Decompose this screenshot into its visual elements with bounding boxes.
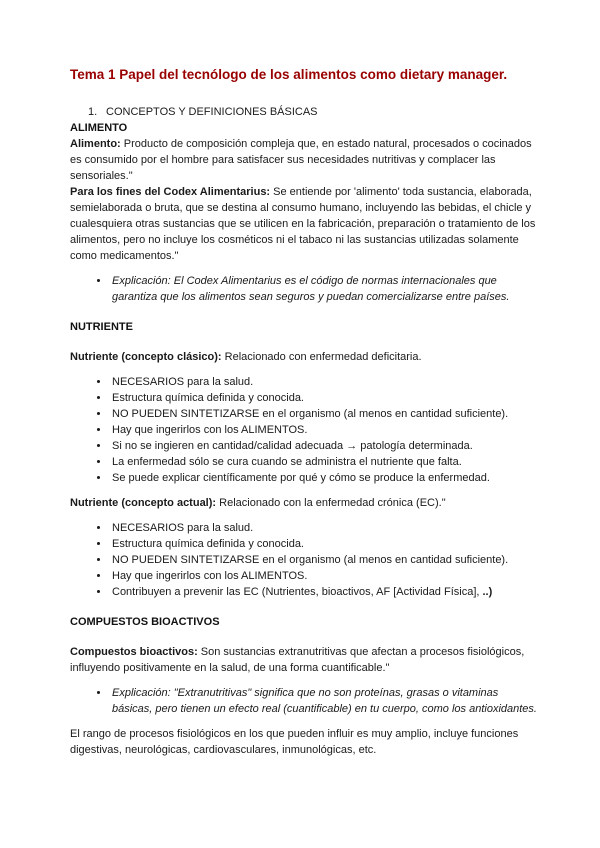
list-item: • Si no se ingieren en cantidad/calidad adecuada → patología determinada. [110,438,540,454]
numbered-heading-label: CONCEPTOS Y DEFINICIONES BÁSICAS [106,106,318,118]
list-item: • Hay que ingerirlos con los ALIMENTOS. [110,422,540,438]
definition-text: Relacionado con la enfermedad crónica (EC)." [216,497,446,509]
section-heading-nutriente: NUTRIENTE [70,321,133,333]
section-heading-alimento: ALIMENTO [70,122,128,134]
definition-lead: Para los fines del Codex Alimentarius: [70,186,271,198]
definition-lead: Compuestos bioactivos: [70,646,198,658]
list-item-text: Contribuyen a prevenir las EC (Nutrientes, bioactivos, AF [Actividad Física], [112,586,483,598]
definition-alimento [70,136,540,184]
definition-bioactivos [70,644,540,676]
list-item: • Hay que ingerirlos con los ALIMENTOS. [110,568,540,584]
list-item: • Se puede explicar científicamente por qué y cómo se produce la enfermedad. [110,470,540,486]
definition-codex [70,184,540,264]
list-item: • NO PUEDEN SINTETIZARSE en el organismo (al menos en cantidad suficiente). [110,552,540,568]
explanation-list [70,685,540,717]
list-item: • Estructura química definida y conocida. [110,536,540,552]
list-item: • NO PUEDEN SINTETIZARSE en el organismo (al menos en cantidad suficiente). [110,406,540,422]
list-item: • Explicación: El Codex Alimentarius es el código de normas internacionales que garantiza que los alimentos sean seguros y puedan comercializarse entre países. [110,273,540,305]
list-item: • La enfermedad sólo se cura cuando se administra el nutriente que falta. [110,454,540,470]
list-item: • NECESARIOS para la salud. [110,520,540,536]
definition-text: Se entiende por 'alimento' toda sustancia, elaborada, semielaborada o bruta, que se destina al consumo humano, incluyendo las bebidas, el chicle y cualesquiera otras sustancias que se utilicen en la fabricación, preparación o tratamiento de los alimentos, pero no incluye los cosméticos ni el tabaco ni las sustancias utilizadas solamente como medicamentos." [70,186,536,262]
list-number: 1. [88,106,98,118]
definition-nutriente-actual [70,495,540,511]
nutriente-actual-list [70,520,540,600]
section-heading-bioactivos: COMPUESTOS BIOACTIVOS [70,616,220,628]
definition-text: Producto de composición compleja que, en estado natural, procesados o cocinados es consumido por el hombre para satisfacer sus necesidades nutritivas y complacer las sensoriales." [70,138,532,182]
definition-text: Relacionado con enfermedad deficitaria. [221,351,422,363]
numbered-heading [70,104,540,120]
definition-lead: Nutriente (concepto clásico): [70,351,222,363]
definition-text: Son sustancias extranutritivas que afectan a procesos fisiológicos, influyendo positivamente en la salud, de una forma cuantificable." [70,646,525,674]
list-item-bold-suffix: ..) [482,586,493,598]
nutriente-clasico-list [70,374,540,486]
definition-nutriente-clasico [70,349,540,365]
page-title: Tema 1 Papel del tecnólogo de los alimentos como dietary manager. [70,67,508,82]
list-item: • NECESARIOS para la salud. [110,374,540,390]
list-item [110,584,540,600]
definition-lead: Alimento: [70,138,121,150]
definition-lead: Nutriente (concepto actual): [70,497,217,509]
list-item: • Explicación: "Extranutritivas" significa que no son proteínas, grasas o vitaminas básicas, pero tienen un efecto real (cuantificable) en tu cuerpo, como los antioxidantes. [110,685,540,717]
list-item: • Estructura química definida y conocida. [110,390,540,406]
closing-paragraph: El rango de procesos fisiológicos en los que pueden influir es muy amplio, incluye funciones digestivas, neurológicas, cardiovasculares, inmunológicas, etc. [70,728,519,756]
explanation-list [70,273,540,305]
